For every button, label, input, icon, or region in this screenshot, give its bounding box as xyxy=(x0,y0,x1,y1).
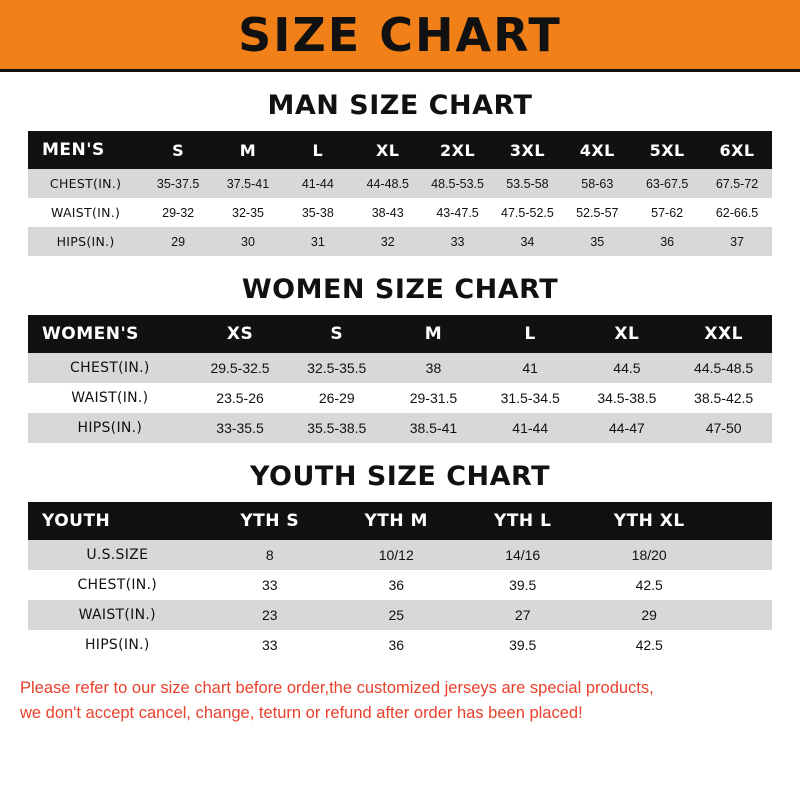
cell: 48.5-53.5 xyxy=(423,169,493,198)
man-table-body xyxy=(28,169,772,256)
cell: 35-38 xyxy=(283,198,353,227)
women-section-title: WOMEN SIZE CHART xyxy=(241,274,559,305)
man-row-label-header: MEN'S xyxy=(28,131,143,169)
row-label: HIPS(IN.) xyxy=(28,227,143,256)
cell: 14/16 xyxy=(459,540,585,570)
cell: 37 xyxy=(702,227,772,256)
cell: 23.5-26 xyxy=(192,383,289,413)
man-col-header: 2XL xyxy=(423,131,493,169)
cell: 35.5-38.5 xyxy=(288,413,385,443)
table-row xyxy=(28,383,772,413)
cell: 32.5-35.5 xyxy=(288,353,385,383)
row-label: WAIST(IN.) xyxy=(28,600,207,630)
cell: 33 xyxy=(207,630,333,660)
man-col-header: 5XL xyxy=(632,131,702,169)
table-row xyxy=(28,600,772,630)
man-col-header: 6XL xyxy=(702,131,772,169)
cell: 30 xyxy=(213,227,283,256)
cell: 38.5-41 xyxy=(385,413,482,443)
women-col-header: M xyxy=(385,315,482,353)
cell: 52.5-57 xyxy=(562,198,632,227)
women-col-header: XS xyxy=(192,315,289,353)
cell-spacer xyxy=(712,600,772,630)
cell: 38-43 xyxy=(353,198,423,227)
man-col-header: L xyxy=(283,131,353,169)
cell: 62-66.5 xyxy=(702,198,772,227)
cell-spacer xyxy=(712,540,772,570)
cell: 36 xyxy=(632,227,702,256)
cell: 53.5-58 xyxy=(493,169,563,198)
youth-col-header: YTH L xyxy=(459,502,585,540)
women-col-header: S xyxy=(288,315,385,353)
table-row xyxy=(28,353,772,383)
youth-col-header: YTH XL xyxy=(586,502,712,540)
cell: 34.5-38.5 xyxy=(579,383,676,413)
cell: 36 xyxy=(333,630,459,660)
cell-spacer xyxy=(712,570,772,600)
cell: 33 xyxy=(423,227,493,256)
youth-table-body xyxy=(28,540,772,660)
women-col-header: XL xyxy=(579,315,676,353)
table-header-row xyxy=(28,315,772,353)
table-row xyxy=(28,198,772,227)
cell: 35-37.5 xyxy=(143,169,213,198)
cell: 8 xyxy=(207,540,333,570)
cell: 31.5-34.5 xyxy=(482,383,579,413)
man-col-header: 4XL xyxy=(562,131,632,169)
table-row xyxy=(28,413,772,443)
youth-table-head xyxy=(28,502,772,540)
cell: 63-67.5 xyxy=(632,169,702,198)
women-table-body xyxy=(28,353,772,443)
cell: 34 xyxy=(493,227,563,256)
man-table-head xyxy=(28,131,772,169)
order-policy-note xyxy=(20,676,780,726)
cell: 36 xyxy=(333,570,459,600)
table-row xyxy=(28,540,772,570)
youth-row-label-header: YOUTH xyxy=(28,502,207,540)
cell: 44.5 xyxy=(579,353,676,383)
table-header-row xyxy=(28,131,772,169)
row-label: WAIST(IN.) xyxy=(28,383,192,413)
cell: 33-35.5 xyxy=(192,413,289,443)
table-row xyxy=(28,227,772,256)
cell: 38.5-42.5 xyxy=(675,383,772,413)
cell: 44-48.5 xyxy=(353,169,423,198)
cell: 29-31.5 xyxy=(385,383,482,413)
cell: 57-62 xyxy=(632,198,702,227)
women-table-wrap xyxy=(0,315,800,443)
cell: 33 xyxy=(207,570,333,600)
cell: 39.5 xyxy=(459,630,585,660)
cell: 18/20 xyxy=(586,540,712,570)
cell: 32-35 xyxy=(213,198,283,227)
man-col-header: S xyxy=(143,131,213,169)
cell: 58-63 xyxy=(562,169,632,198)
row-label: CHEST(IN.) xyxy=(28,353,192,383)
cell: 27 xyxy=(459,600,585,630)
cell: 31 xyxy=(283,227,353,256)
cell: 42.5 xyxy=(586,630,712,660)
note-line-2: we don't accept cancel, change, teturn or refund after order has been placed! xyxy=(20,703,583,722)
youth-col-header: YTH S xyxy=(207,502,333,540)
women-table-head xyxy=(28,315,772,353)
row-label: CHEST(IN.) xyxy=(28,570,207,600)
youth-col-header-spacer xyxy=(712,502,772,540)
cell: 39.5 xyxy=(459,570,585,600)
cell-spacer xyxy=(712,630,772,660)
man-col-header: 3XL xyxy=(493,131,563,169)
row-label: HIPS(IN.) xyxy=(28,413,192,443)
row-label: CHEST(IN.) xyxy=(28,169,143,198)
man-size-table xyxy=(28,131,772,256)
cell: 41-44 xyxy=(482,413,579,443)
cell: 44.5-48.5 xyxy=(675,353,772,383)
women-col-header: XXL xyxy=(675,315,772,353)
man-table-wrap xyxy=(0,131,800,256)
page-title: SIZE CHART xyxy=(238,7,562,62)
cell: 35 xyxy=(562,227,632,256)
cell: 29.5-32.5 xyxy=(192,353,289,383)
cell: 43-47.5 xyxy=(423,198,493,227)
cell: 25 xyxy=(333,600,459,630)
cell: 29 xyxy=(586,600,712,630)
women-size-table xyxy=(28,315,772,443)
cell: 67.5-72 xyxy=(702,169,772,198)
cell: 23 xyxy=(207,600,333,630)
table-row xyxy=(28,169,772,198)
cell: 42.5 xyxy=(586,570,712,600)
cell: 41 xyxy=(482,353,579,383)
youth-table-wrap xyxy=(0,502,800,660)
row-label: U.S.SIZE xyxy=(28,540,207,570)
cell: 29-32 xyxy=(143,198,213,227)
cell: 44-47 xyxy=(579,413,676,443)
table-row xyxy=(28,630,772,660)
man-col-header: M xyxy=(213,131,283,169)
cell: 26-29 xyxy=(288,383,385,413)
cell: 29 xyxy=(143,227,213,256)
cell: 10/12 xyxy=(333,540,459,570)
table-row xyxy=(28,570,772,600)
women-row-label-header: WOMEN'S xyxy=(28,315,192,353)
cell: 47-50 xyxy=(675,413,772,443)
cell: 32 xyxy=(353,227,423,256)
row-label: HIPS(IN.) xyxy=(28,630,207,660)
youth-section-title: YOUTH SIZE CHART xyxy=(249,461,551,492)
table-header-row xyxy=(28,502,772,540)
cell: 38 xyxy=(385,353,482,383)
row-label: WAIST(IN.) xyxy=(28,198,143,227)
women-col-header: L xyxy=(482,315,579,353)
man-section-title: MAN SIZE CHART xyxy=(267,90,533,121)
cell: 41-44 xyxy=(283,169,353,198)
header-banner xyxy=(0,0,800,72)
youth-size-table xyxy=(28,502,772,660)
youth-col-header: YTH M xyxy=(333,502,459,540)
man-col-header: XL xyxy=(353,131,423,169)
cell: 47.5-52.5 xyxy=(493,198,563,227)
cell: 37.5-41 xyxy=(213,169,283,198)
note-line-1: Please refer to our size chart before order,the customized jerseys are special products, xyxy=(20,679,654,697)
